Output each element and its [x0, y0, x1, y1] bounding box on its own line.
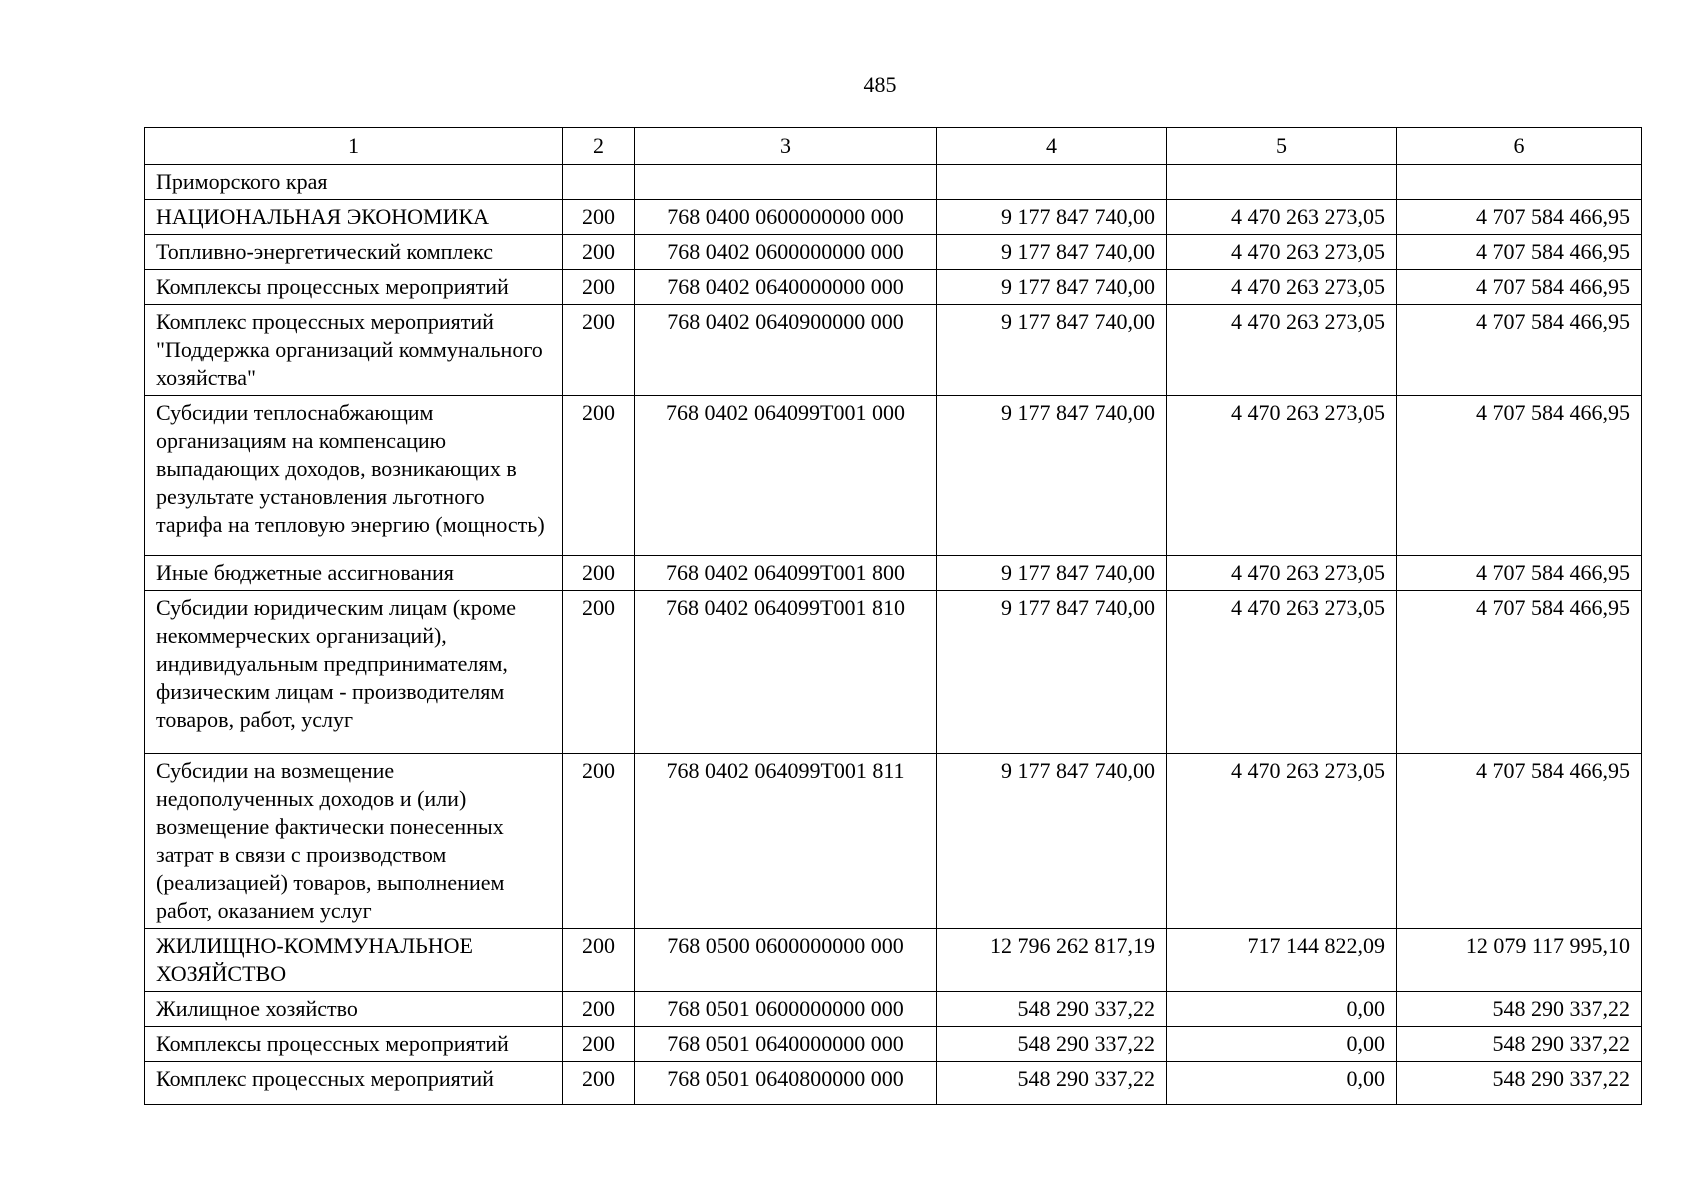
cell-name: Жилищное хозяйство — [145, 992, 563, 1027]
cell-amount-col4: 9 177 847 740,00 — [937, 754, 1167, 929]
cell-amount-col5: 4 470 263 273,05 — [1167, 591, 1397, 754]
cell-admin-code — [563, 165, 635, 200]
cell-amount-col6: 4 707 584 466,95 — [1397, 270, 1642, 305]
cell-budget-code: 768 0501 0640800000 000 — [635, 1062, 937, 1105]
cell-amount-col5: 0,00 — [1167, 1062, 1397, 1105]
cell-amount-col6 — [1397, 165, 1642, 200]
cell-amount-col4: 9 177 847 740,00 — [937, 556, 1167, 591]
cell-name: Субсидии юридическим лицам (кроме некоммерческих организаций), индивидуальным предпринимателям, физическим лицам - производителям товаров, работ, услуг — [145, 591, 563, 754]
cell-name: Топливно-энергетический комплекс — [145, 235, 563, 270]
header-col-6: 6 — [1397, 128, 1642, 165]
cell-amount-col5: 4 470 263 273,05 — [1167, 556, 1397, 591]
cell-amount-col4: 548 290 337,22 — [937, 992, 1167, 1027]
cell-amount-col4: 9 177 847 740,00 — [937, 200, 1167, 235]
cell-amount-col6: 548 290 337,22 — [1397, 992, 1642, 1027]
header-col-5: 5 — [1167, 128, 1397, 165]
cell-name: ЖИЛИЩНО-КОММУНАЛЬНОЕ ХОЗЯЙСТВО — [145, 929, 563, 992]
table-row — [145, 200, 1642, 235]
cell-admin-code: 200 — [563, 1027, 635, 1062]
cell-name: Комплексы процессных мероприятий — [145, 270, 563, 305]
cell-amount-col4: 9 177 847 740,00 — [937, 305, 1167, 396]
cell-budget-code: 768 0402 0600000000 000 — [635, 235, 937, 270]
cell-amount-col6: 4 707 584 466,95 — [1397, 305, 1642, 396]
cell-name: Субсидии на возмещение недополученных доходов и (или) возмещение фактически понесенных затрат в связи с производством (реализацией) товаров, выполнением работ, оказанием услуг — [145, 754, 563, 929]
cell-admin-code: 200 — [563, 200, 635, 235]
table-row — [145, 929, 1642, 992]
cell-budget-code: 768 0500 0600000000 000 — [635, 929, 937, 992]
cell-amount-col6: 4 707 584 466,95 — [1397, 200, 1642, 235]
cell-amount-col6: 548 290 337,22 — [1397, 1027, 1642, 1062]
cell-admin-code: 200 — [563, 929, 635, 992]
cell-admin-code: 200 — [563, 305, 635, 396]
cell-amount-col6: 4 707 584 466,95 — [1397, 396, 1642, 556]
page-number: 485 — [863, 72, 897, 97]
table-row — [145, 235, 1642, 270]
table-row — [145, 591, 1642, 754]
table-row — [145, 992, 1642, 1027]
header-col-2: 2 — [563, 128, 635, 165]
cell-admin-code: 200 — [563, 992, 635, 1027]
cell-amount-col6: 548 290 337,22 — [1397, 1062, 1642, 1105]
cell-amount-col5: 4 470 263 273,05 — [1167, 305, 1397, 396]
cell-amount-col5: 4 470 263 273,05 — [1167, 396, 1397, 556]
cell-admin-code: 200 — [563, 235, 635, 270]
cell-amount-col5: 0,00 — [1167, 1027, 1397, 1062]
cell-name: Комплекс процессных мероприятий "Поддержка организаций коммунального хозяйства" — [145, 305, 563, 396]
cell-amount-col6: 4 707 584 466,95 — [1397, 591, 1642, 754]
cell-budget-code: 768 0402 064099Т001 810 — [635, 591, 937, 754]
table-row — [145, 165, 1642, 200]
cell-budget-code: 768 0501 0640000000 000 — [635, 1027, 937, 1062]
cell-admin-code: 200 — [563, 556, 635, 591]
cell-amount-col5: 4 470 263 273,05 — [1167, 200, 1397, 235]
header-col-1: 1 — [145, 128, 563, 165]
cell-amount-col4: 548 290 337,22 — [937, 1062, 1167, 1105]
header-col-3: 3 — [635, 128, 937, 165]
cell-amount-col4: 548 290 337,22 — [937, 1027, 1167, 1062]
cell-name: Комплекс процессных мероприятий — [145, 1062, 563, 1105]
table-row — [145, 396, 1642, 556]
cell-budget-code: 768 0402 0640900000 000 — [635, 305, 937, 396]
cell-amount-col4: 9 177 847 740,00 — [937, 396, 1167, 556]
cell-amount-col6: 4 707 584 466,95 — [1397, 235, 1642, 270]
cell-amount-col4: 9 177 847 740,00 — [937, 270, 1167, 305]
cell-amount-col6: 4 707 584 466,95 — [1397, 754, 1642, 929]
cell-name: Приморского края — [145, 165, 563, 200]
cell-name: Субсидии теплоснабжающим организациям на компенсацию выпадающих доходов, возникающих в результате установления льготного тарифа на тепловую энергию (мощность) — [145, 396, 563, 556]
table-body — [145, 165, 1642, 1105]
cell-amount-col5: 4 470 263 273,05 — [1167, 270, 1397, 305]
cell-budget-code: 768 0402 064099Т001 000 — [635, 396, 937, 556]
cell-admin-code: 200 — [563, 754, 635, 929]
cell-amount-col5 — [1167, 165, 1397, 200]
cell-budget-code: 768 0402 064099Т001 811 — [635, 754, 937, 929]
cell-amount-col4 — [937, 165, 1167, 200]
cell-amount-col5: 0,00 — [1167, 992, 1397, 1027]
cell-amount-col5: 4 470 263 273,05 — [1167, 754, 1397, 929]
table-row — [145, 1062, 1642, 1105]
cell-budget-code: 768 0402 064099Т001 800 — [635, 556, 937, 591]
cell-budget-code: 768 0400 0600000000 000 — [635, 200, 937, 235]
table-row — [145, 305, 1642, 396]
cell-amount-col6: 4 707 584 466,95 — [1397, 556, 1642, 591]
cell-name: Иные бюджетные ассигнования — [145, 556, 563, 591]
cell-admin-code: 200 — [563, 591, 635, 754]
table-row — [145, 556, 1642, 591]
cell-amount-col4: 9 177 847 740,00 — [937, 235, 1167, 270]
cell-budget-code: 768 0501 0600000000 000 — [635, 992, 937, 1027]
cell-amount-col5: 4 470 263 273,05 — [1167, 235, 1397, 270]
cell-name: Комплексы процессных мероприятий — [145, 1027, 563, 1062]
table-header — [145, 128, 1642, 165]
cell-amount-col4: 9 177 847 740,00 — [937, 591, 1167, 754]
cell-budget-code: 768 0402 0640000000 000 — [635, 270, 937, 305]
header-row — [145, 128, 1642, 165]
table-row — [145, 754, 1642, 929]
cell-admin-code: 200 — [563, 1062, 635, 1105]
header-col-4: 4 — [937, 128, 1167, 165]
cell-amount-col6: 12 079 117 995,10 — [1397, 929, 1642, 992]
cell-amount-col5: 717 144 822,09 — [1167, 929, 1397, 992]
cell-name: НАЦИОНАЛЬНАЯ ЭКОНОМИКА — [145, 200, 563, 235]
table-row — [145, 1027, 1642, 1062]
cell-budget-code — [635, 165, 937, 200]
cell-admin-code: 200 — [563, 270, 635, 305]
cell-amount-col4: 12 796 262 817,19 — [937, 929, 1167, 992]
budget-table — [144, 127, 1642, 1105]
table-row — [145, 270, 1642, 305]
cell-admin-code: 200 — [563, 396, 635, 556]
